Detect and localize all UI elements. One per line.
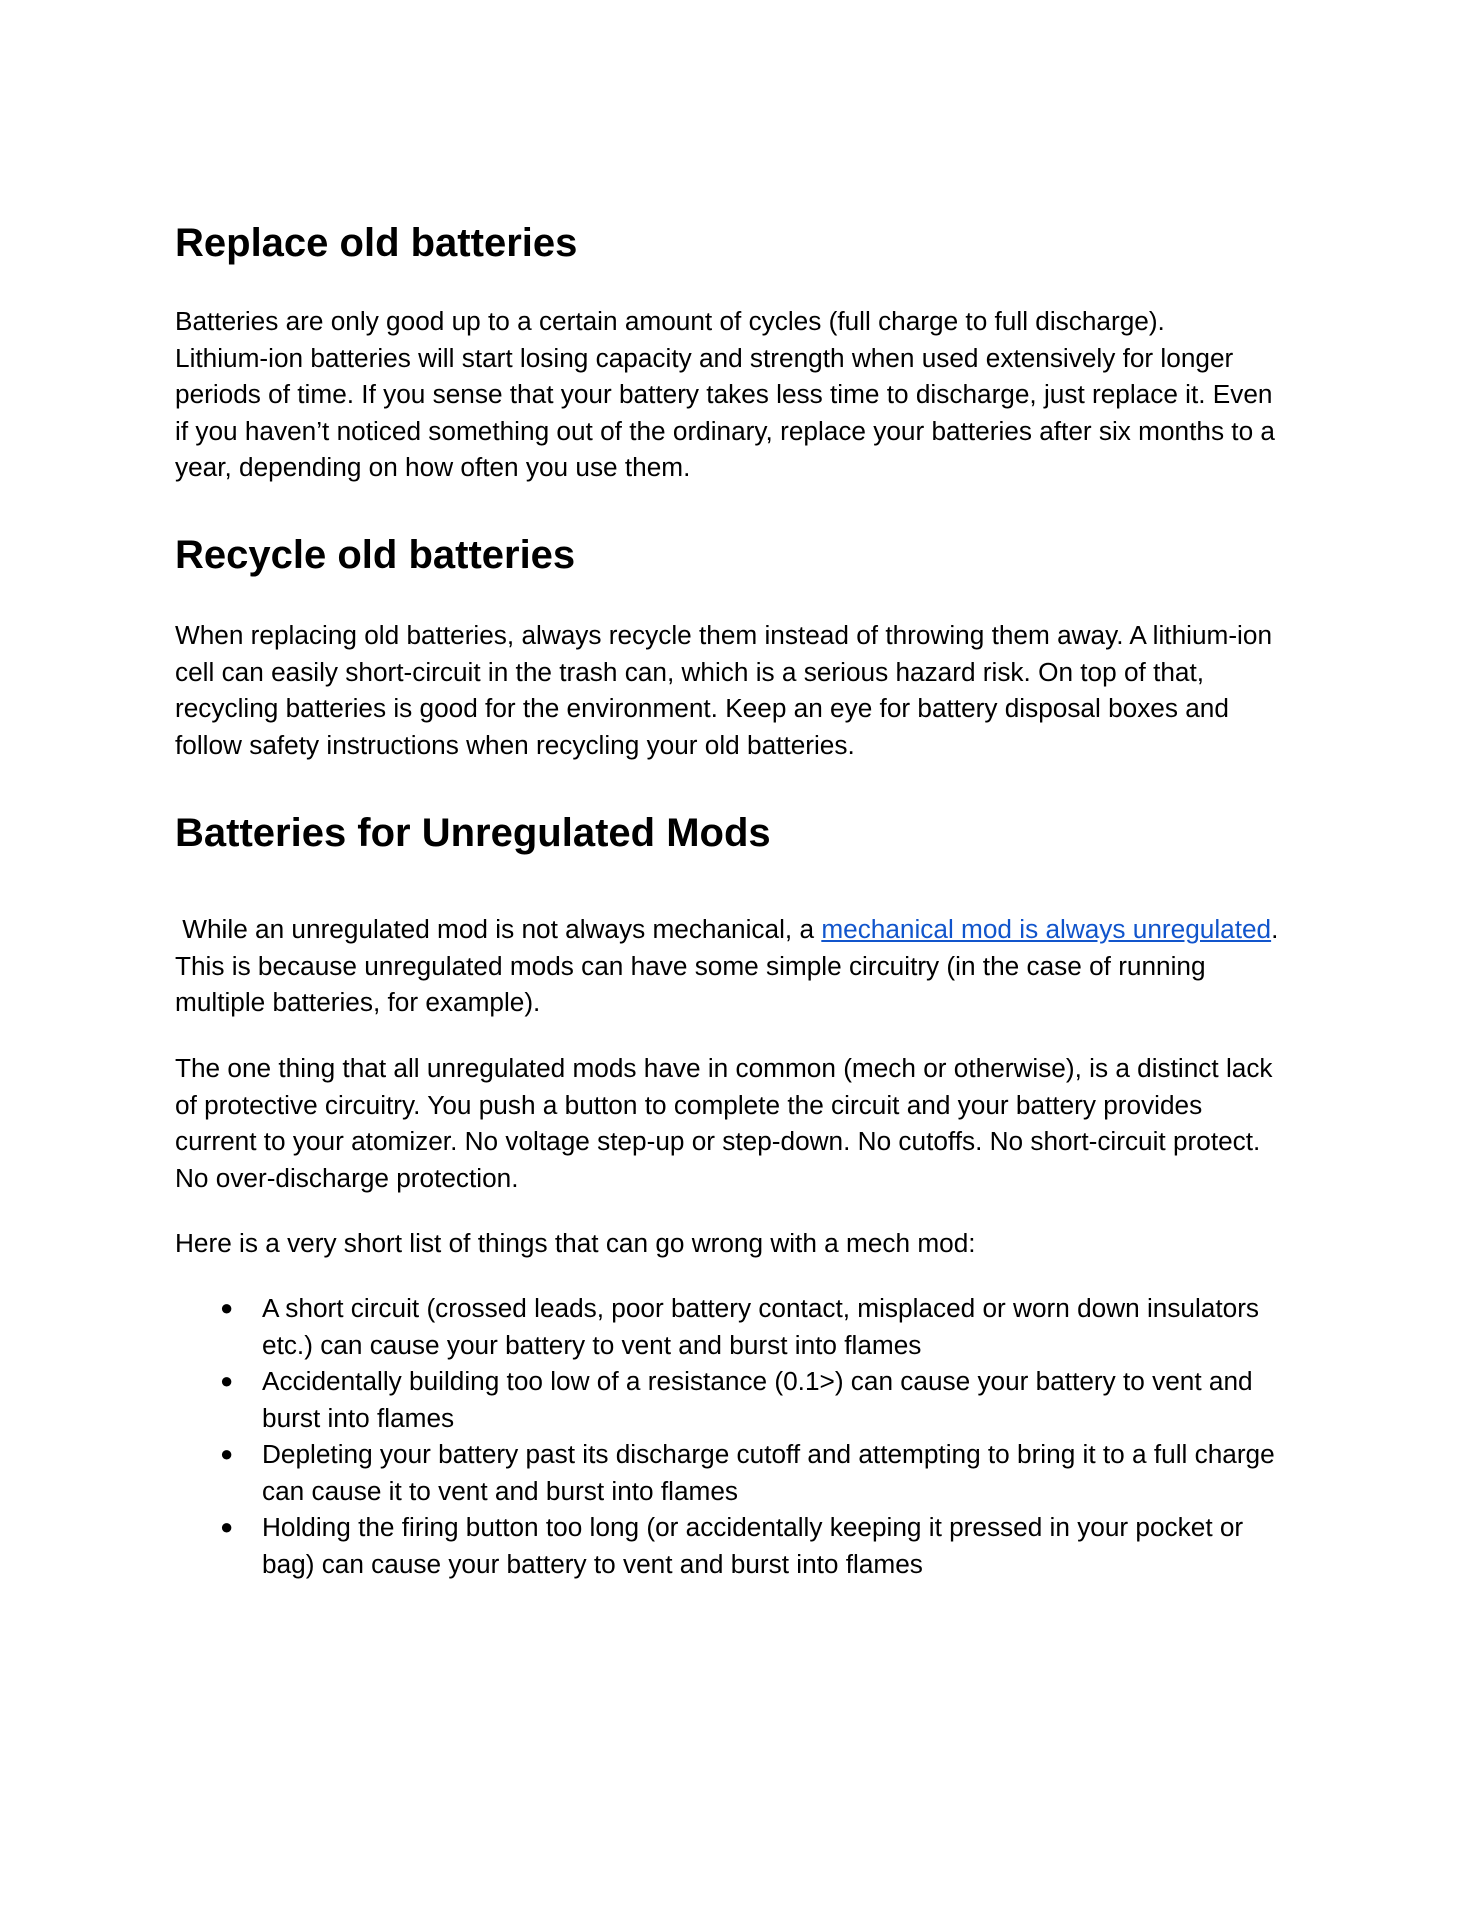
bullet-icon: ● <box>220 1295 234 1320</box>
text-line: Accidentally building too low of a resistance (0.1>) can cause your battery to vent and <box>262 1366 1253 1396</box>
paragraph-replace-batteries <box>175 303 1315 486</box>
text-line: can cause it to vent and burst into flames <box>262 1475 739 1506</box>
text-line: current to your atomizer. No voltage step-up or step-down. No cutoffs. No short-circuit protect. <box>175 1126 1261 1156</box>
heading-recycle-old-batteries: Recycle old batteries <box>175 533 576 577</box>
bullet-icon: ● <box>220 1514 234 1539</box>
paragraph-list-intro <box>175 1225 1315 1262</box>
list-item <box>175 1363 1315 1436</box>
text-line: cell can easily short-circuit in the trash can, which is a serious hazard risk. On top of that, <box>175 656 1205 687</box>
text-line: Here is a very short list of things that can go wrong with a mech mod: <box>175 1228 976 1258</box>
list-item <box>175 1509 1315 1582</box>
text-line: follow safety instructions when recycling your old batteries. <box>175 729 855 760</box>
text-line: periods of time. If you sense that your battery takes less time to discharge, just replace it. Even <box>175 379 1273 409</box>
heading-replace-old-batteries: Replace old batteries <box>175 221 578 265</box>
text-line: burst into flames <box>262 1402 455 1433</box>
text-line: multiple batteries, for example). <box>175 987 541 1017</box>
bullet-icon: ● <box>220 1441 234 1466</box>
mechanical-mod-link[interactable]: mechanical mod is always unregulated <box>821 914 1272 944</box>
text-line: of protective circuitry. You push a button to complete the circuit and your battery provides <box>175 1089 1203 1120</box>
intro-text-after-link: . <box>1271 914 1279 944</box>
list-item <box>175 1436 1315 1509</box>
text-line: A short circuit (crossed leads, poor battery contact, misplaced or worn down insulators <box>262 1293 1260 1323</box>
text-line: Batteries are only good up to a certain amount of cycles (full charge to full discharge). <box>175 306 1165 336</box>
text-line: recycling batteries is good for the environment. Keep an eye for battery disposal boxes and <box>175 693 1229 723</box>
text-line: bag) can cause your battery to vent and burst into flames <box>262 1548 923 1579</box>
text-line: The one thing that all unregulated mods have in common (mech or otherwise), is a distinct lack <box>175 1053 1273 1083</box>
text-line: year, depending on how often you use them. <box>175 452 691 482</box>
risk-bullet-list <box>175 1290 1315 1582</box>
text-line: if you haven’t noticed something out of the ordinary, replace your batteries after six months to a <box>175 415 1275 446</box>
intro-text-before-link: While an unregulated mod is not always mechanical, a <box>175 914 822 944</box>
list-item <box>175 1290 1315 1363</box>
heading-batteries-unregulated-mods: Batteries for Unregulated Mods <box>175 811 771 855</box>
paragraph-recycle-batteries <box>175 617 1315 763</box>
text-line: This is because unregulated mods can have some simple circuitry (in the case of running <box>175 950 1206 981</box>
text-line: etc.) can cause your battery to vent and burst into flames <box>262 1329 922 1360</box>
bullet-icon: ● <box>220 1368 234 1393</box>
text-line: Depleting your battery past its discharge cutoff and attempting to bring it to a full charge <box>262 1439 1275 1469</box>
text-line: Lithium-ion batteries will start losing capacity and strength when used extensively for longer <box>175 342 1234 373</box>
text-line: When replacing old batteries, always recycle them instead of throwing them away. A lithium-ion <box>175 620 1273 650</box>
text-line-with-link <box>175 911 1315 948</box>
paragraph-unregulated-common <box>175 1050 1315 1196</box>
text-line: No over-discharge protection. <box>175 1162 519 1193</box>
text-line: Holding the firing button too long (or accidentally keeping it pressed in your pocket or <box>262 1512 1244 1542</box>
paragraph-unregulated-intro <box>175 911 1315 1021</box>
